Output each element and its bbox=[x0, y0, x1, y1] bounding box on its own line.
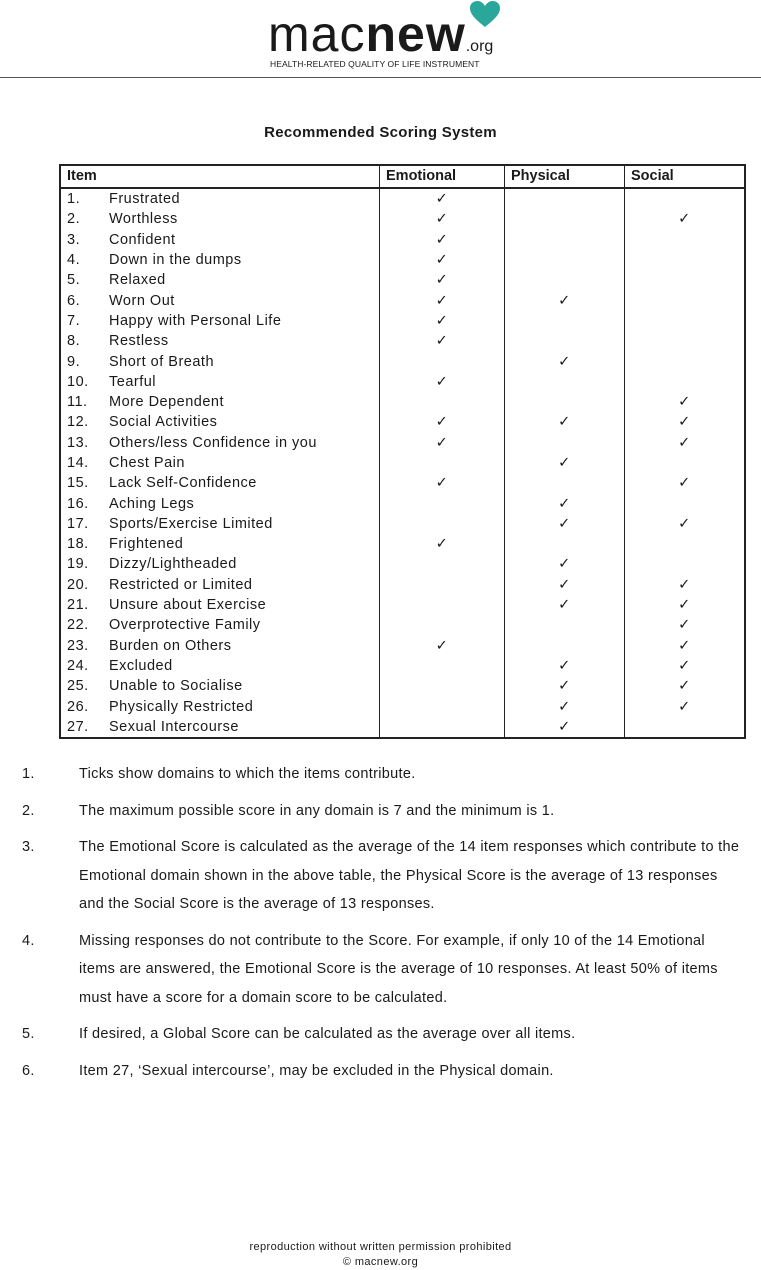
physical-tick-cell bbox=[505, 392, 625, 412]
item-number: 12. bbox=[67, 414, 89, 431]
social-tick-cell: ✓ bbox=[625, 696, 746, 716]
social-tick-cell: ✓ bbox=[625, 514, 746, 534]
social-tick-cell bbox=[625, 311, 746, 331]
item-number: 13. bbox=[67, 434, 89, 451]
item-label: Confident bbox=[109, 231, 176, 248]
emotional-tick-cell bbox=[380, 493, 505, 513]
item-number: 19. bbox=[67, 556, 89, 573]
table-row bbox=[60, 534, 745, 554]
item-cell bbox=[60, 717, 380, 738]
item-cell bbox=[60, 636, 380, 656]
item-label: Down in the dumps bbox=[109, 252, 242, 269]
logo-tagline: HEALTH-RELATED QUALITY OF LIFE INSTRUMENT bbox=[270, 59, 480, 69]
social-tick-cell: ✓ bbox=[625, 615, 746, 635]
item-cell bbox=[60, 270, 380, 290]
social-tick-cell: ✓ bbox=[625, 595, 746, 615]
item-number: 3. bbox=[67, 231, 81, 248]
page-title: Recommended Scoring System bbox=[264, 124, 497, 141]
item-label: Frustrated bbox=[109, 191, 181, 208]
emotional-tick-cell: ✓ bbox=[380, 311, 505, 331]
heart-icon bbox=[469, 0, 501, 28]
item-number: 7. bbox=[67, 312, 81, 329]
item-cell bbox=[60, 575, 380, 595]
item-cell bbox=[60, 230, 380, 250]
item-cell bbox=[60, 188, 380, 209]
emotional-tick-cell bbox=[380, 656, 505, 676]
emotional-tick-cell: ✓ bbox=[380, 230, 505, 250]
emotional-tick-cell: ✓ bbox=[380, 473, 505, 493]
item-cell bbox=[60, 595, 380, 615]
social-tick-cell bbox=[625, 534, 746, 554]
physical-tick-cell bbox=[505, 615, 625, 635]
emotional-tick-cell: ✓ bbox=[380, 372, 505, 392]
table-row bbox=[60, 636, 745, 656]
table-row bbox=[60, 230, 745, 250]
item-label: Restricted or Limited bbox=[109, 576, 253, 593]
item-label: Overprotective Family bbox=[109, 617, 261, 634]
table-row bbox=[60, 514, 745, 534]
social-tick-cell bbox=[625, 188, 746, 209]
note-number: 1. bbox=[22, 766, 35, 782]
header-emotional: Emotional bbox=[380, 165, 505, 188]
item-label: Happy with Personal Life bbox=[109, 312, 282, 329]
social-tick-cell: ✓ bbox=[625, 392, 746, 412]
emotional-tick-cell: ✓ bbox=[380, 534, 505, 554]
table-row bbox=[60, 270, 745, 290]
item-number: 10. bbox=[67, 373, 89, 390]
physical-tick-cell bbox=[505, 331, 625, 351]
item-cell bbox=[60, 473, 380, 493]
note-text: Missing responses do not contribute to the Score. For example, if only 10 of the 14 Emotional items are answered, the Emotional Score is the average of 10 responses. At least 50% of items must have a score for a domain score to be calculated. bbox=[79, 932, 718, 1006]
item-cell bbox=[60, 331, 380, 351]
item-cell bbox=[60, 412, 380, 432]
emotional-tick-cell: ✓ bbox=[380, 331, 505, 351]
item-cell bbox=[60, 615, 380, 635]
social-tick-cell: ✓ bbox=[625, 209, 746, 229]
social-tick-cell bbox=[625, 230, 746, 250]
item-label: Physically Restricted bbox=[109, 698, 254, 715]
item-number: 23. bbox=[67, 637, 89, 654]
table-row bbox=[60, 453, 745, 473]
logo-new: new bbox=[365, 6, 466, 62]
item-label: Social Activities bbox=[109, 414, 218, 431]
table-row bbox=[60, 412, 745, 432]
note-text: Ticks show domains to which the items contribute. bbox=[79, 766, 416, 782]
social-tick-cell bbox=[625, 717, 746, 738]
item-number: 16. bbox=[67, 495, 89, 512]
item-number: 15. bbox=[67, 475, 89, 492]
physical-tick-cell: ✓ bbox=[505, 351, 625, 371]
item-cell bbox=[60, 250, 380, 270]
item-cell bbox=[60, 656, 380, 676]
table-row bbox=[60, 493, 745, 513]
item-label: Sexual Intercourse bbox=[109, 718, 239, 735]
header-physical: Physical bbox=[505, 165, 625, 188]
emotional-tick-cell bbox=[380, 554, 505, 574]
item-number: 11. bbox=[67, 394, 88, 411]
item-number: 2. bbox=[67, 211, 81, 228]
table-row bbox=[60, 372, 745, 392]
item-cell bbox=[60, 290, 380, 310]
physical-tick-cell: ✓ bbox=[505, 595, 625, 615]
item-number: 24. bbox=[67, 657, 89, 674]
table-header-row bbox=[60, 165, 745, 188]
emotional-tick-cell: ✓ bbox=[380, 250, 505, 270]
item-label: Chest Pain bbox=[109, 455, 185, 471]
note-text: Item 27, ‘Sexual intercourse’, may be excluded in the Physical domain. bbox=[79, 1062, 554, 1079]
social-tick-cell bbox=[625, 372, 746, 392]
table-row bbox=[60, 250, 745, 270]
emotional-tick-cell bbox=[380, 453, 505, 473]
item-label: Burden on Others bbox=[109, 637, 232, 654]
physical-tick-cell: ✓ bbox=[505, 696, 625, 716]
emotional-tick-cell: ✓ bbox=[380, 412, 505, 432]
table-body bbox=[60, 188, 745, 738]
note-number: 5. bbox=[22, 1026, 35, 1042]
social-tick-cell: ✓ bbox=[625, 473, 746, 493]
table-row bbox=[60, 351, 745, 371]
logo-org: .org bbox=[465, 38, 494, 55]
emotional-tick-cell bbox=[380, 575, 505, 595]
item-number: 1. bbox=[67, 191, 81, 208]
emotional-tick-cell: ✓ bbox=[380, 433, 505, 453]
physical-tick-cell bbox=[505, 473, 625, 493]
item-number: 9. bbox=[67, 353, 81, 370]
item-label: Aching Legs bbox=[109, 495, 195, 512]
logo-mac: mac bbox=[268, 6, 366, 62]
footer-permission: reproduction without written permission prohibited bbox=[249, 1241, 512, 1253]
item-label: More Dependent bbox=[109, 394, 225, 411]
item-cell bbox=[60, 209, 380, 229]
physical-tick-cell: ✓ bbox=[505, 514, 625, 534]
item-label: Lack Self-Confidence bbox=[109, 475, 257, 492]
physical-tick-cell: ✓ bbox=[505, 656, 625, 676]
physical-tick-cell bbox=[505, 250, 625, 270]
emotional-tick-cell: ✓ bbox=[380, 636, 505, 656]
physical-tick-cell: ✓ bbox=[505, 575, 625, 595]
note-item bbox=[22, 1057, 742, 1086]
social-tick-cell bbox=[625, 331, 746, 351]
social-tick-cell bbox=[625, 453, 746, 473]
social-tick-cell bbox=[625, 250, 746, 270]
notes-list bbox=[22, 760, 742, 1093]
note-number: 4. bbox=[22, 932, 35, 949]
physical-tick-cell: ✓ bbox=[505, 717, 625, 738]
social-tick-cell: ✓ bbox=[625, 656, 746, 676]
item-cell bbox=[60, 433, 380, 453]
item-number: 4. bbox=[67, 252, 81, 269]
physical-tick-cell: ✓ bbox=[505, 493, 625, 513]
item-label: Restless bbox=[109, 333, 169, 350]
item-label: Sports/Exercise Limited bbox=[109, 515, 273, 532]
item-cell bbox=[60, 311, 380, 331]
social-tick-cell bbox=[625, 351, 746, 371]
emotional-tick-cell bbox=[380, 717, 505, 738]
item-cell bbox=[60, 534, 380, 554]
emotional-tick-cell: ✓ bbox=[380, 290, 505, 310]
table-row bbox=[60, 656, 745, 676]
note-text: The maximum possible score in any domain is 7 and the minimum is 1. bbox=[79, 802, 555, 819]
emotional-tick-cell: ✓ bbox=[380, 188, 505, 209]
social-tick-cell: ✓ bbox=[625, 575, 746, 595]
item-cell bbox=[60, 453, 380, 473]
item-number: 8. bbox=[67, 333, 81, 350]
physical-tick-cell bbox=[505, 270, 625, 290]
physical-tick-cell bbox=[505, 372, 625, 392]
item-cell bbox=[60, 696, 380, 716]
physical-tick-cell bbox=[505, 209, 625, 229]
table-row bbox=[60, 290, 745, 310]
item-number: 17. bbox=[67, 515, 89, 532]
social-tick-cell bbox=[625, 493, 746, 513]
table-row bbox=[60, 433, 745, 453]
physical-tick-cell: ✓ bbox=[505, 453, 625, 473]
item-cell bbox=[60, 554, 380, 574]
physical-tick-cell: ✓ bbox=[505, 412, 625, 432]
item-number: 22. bbox=[67, 617, 89, 634]
emotional-tick-cell bbox=[380, 351, 505, 371]
physical-tick-cell: ✓ bbox=[505, 290, 625, 310]
physical-tick-cell bbox=[505, 230, 625, 250]
emotional-tick-cell bbox=[380, 676, 505, 696]
table-row bbox=[60, 188, 745, 209]
item-cell bbox=[60, 493, 380, 513]
item-number: 6. bbox=[67, 292, 81, 309]
table-row bbox=[60, 615, 745, 635]
emotional-tick-cell: ✓ bbox=[380, 209, 505, 229]
emotional-tick-cell bbox=[380, 392, 505, 412]
table-row bbox=[60, 311, 745, 331]
item-cell bbox=[60, 676, 380, 696]
item-label: Relaxed bbox=[109, 272, 166, 289]
header-divider bbox=[0, 77, 761, 78]
item-number: 21. bbox=[67, 597, 89, 614]
physical-tick-cell bbox=[505, 534, 625, 554]
social-tick-cell: ✓ bbox=[625, 412, 746, 432]
note-item bbox=[22, 760, 742, 789]
item-label: Unable to Socialise bbox=[109, 678, 243, 695]
note-number: 2. bbox=[22, 802, 35, 819]
item-number: 14. bbox=[67, 455, 89, 471]
item-label: Dizzy/Lightheaded bbox=[109, 556, 237, 573]
item-number: 20. bbox=[67, 576, 89, 593]
header-logo bbox=[0, 0, 761, 78]
table-row bbox=[60, 331, 745, 351]
table-row bbox=[60, 676, 745, 696]
physical-tick-cell bbox=[505, 311, 625, 331]
item-cell bbox=[60, 351, 380, 371]
social-tick-cell bbox=[625, 554, 746, 574]
physical-tick-cell: ✓ bbox=[505, 676, 625, 696]
table-row bbox=[60, 209, 745, 229]
item-label: Others/less Confidence in you bbox=[109, 434, 317, 451]
item-label: Excluded bbox=[109, 657, 173, 674]
item-number: 27. bbox=[67, 718, 89, 735]
note-number: 3. bbox=[22, 839, 35, 855]
item-label: Worn Out bbox=[109, 292, 175, 309]
physical-tick-cell bbox=[505, 636, 625, 656]
item-number: 26. bbox=[67, 698, 89, 715]
item-cell bbox=[60, 372, 380, 392]
emotional-tick-cell bbox=[380, 696, 505, 716]
emotional-tick-cell bbox=[380, 595, 505, 615]
table-row bbox=[60, 575, 745, 595]
item-cell bbox=[60, 392, 380, 412]
note-item bbox=[22, 927, 742, 1013]
footer bbox=[0, 1240, 761, 1270]
item-label: Short of Breath bbox=[109, 353, 215, 370]
emotional-tick-cell bbox=[380, 615, 505, 635]
table-row bbox=[60, 696, 745, 716]
note-number: 6. bbox=[22, 1062, 35, 1079]
table-row bbox=[60, 595, 745, 615]
header-social: Social bbox=[625, 165, 746, 188]
emotional-tick-cell: ✓ bbox=[380, 270, 505, 290]
footer-copyright: © macnew.org bbox=[342, 1256, 419, 1268]
note-text: If desired, a Global Score can be calculated as the average over all items. bbox=[79, 1026, 576, 1042]
social-tick-cell: ✓ bbox=[625, 676, 746, 696]
item-number: 25. bbox=[67, 678, 89, 695]
emotional-tick-cell bbox=[380, 514, 505, 534]
table-row bbox=[60, 473, 745, 493]
social-tick-cell bbox=[625, 270, 746, 290]
physical-tick-cell bbox=[505, 188, 625, 209]
table-row bbox=[60, 554, 745, 574]
physical-tick-cell bbox=[505, 433, 625, 453]
social-tick-cell: ✓ bbox=[625, 636, 746, 656]
social-tick-cell: ✓ bbox=[625, 433, 746, 453]
physical-tick-cell: ✓ bbox=[505, 554, 625, 574]
item-number: 18. bbox=[67, 536, 89, 553]
item-label: Tearful bbox=[109, 373, 157, 390]
item-label: Frightened bbox=[109, 536, 184, 553]
note-item bbox=[22, 833, 742, 919]
table-row bbox=[60, 392, 745, 412]
header-item: Item bbox=[60, 165, 380, 188]
table-row bbox=[60, 717, 745, 738]
item-label: Unsure about Exercise bbox=[109, 597, 267, 614]
item-label: Worthless bbox=[109, 211, 178, 228]
item-cell bbox=[60, 514, 380, 534]
note-item bbox=[22, 797, 742, 826]
item-number: 5. bbox=[67, 272, 81, 289]
note-item bbox=[22, 1020, 742, 1049]
note-text: The Emotional Score is calculated as the average of the 14 item responses which contribute to the Emotional domain shown in the above table, the Physical Score is the average of 13 responses and the Social Score is the average of 13 responses. bbox=[79, 839, 740, 912]
social-tick-cell bbox=[625, 290, 746, 310]
scoring-table bbox=[59, 164, 746, 739]
